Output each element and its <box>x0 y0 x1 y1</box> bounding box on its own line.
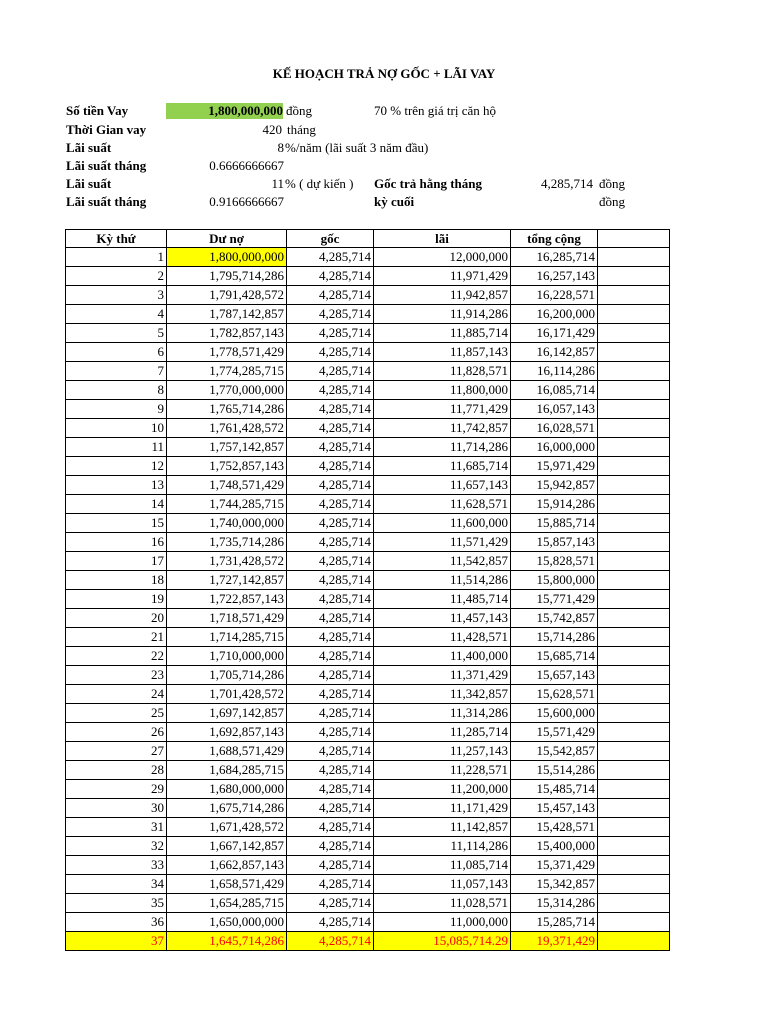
empty-cell[interactable] <box>598 913 670 932</box>
empty-cell[interactable] <box>598 685 670 704</box>
total-cell[interactable]: 15,800,000 <box>511 571 598 590</box>
table-row <box>66 856 670 875</box>
empty-cell[interactable] <box>598 590 670 609</box>
balance-cell[interactable]: 1,697,142,857 <box>167 704 287 723</box>
total-cell[interactable]: 15,457,143 <box>511 799 598 818</box>
period-cell[interactable]: 11 <box>66 438 167 457</box>
principal-cell[interactable]: 4,285,714 <box>287 324 374 343</box>
principal-cell[interactable]: 4,285,714 <box>287 913 374 932</box>
principal-cell[interactable]: 4,285,714 <box>287 818 374 837</box>
empty-cell[interactable] <box>598 457 670 476</box>
principal-cell[interactable]: 4,285,714 <box>287 799 374 818</box>
period-cell[interactable]: 6 <box>66 343 167 362</box>
total-cell[interactable]: 15,428,571 <box>511 818 598 837</box>
empty-cell[interactable] <box>598 818 670 837</box>
table-row <box>66 799 670 818</box>
total-cell[interactable]: 16,028,571 <box>511 419 598 438</box>
principal-cell[interactable]: 4,285,714 <box>287 647 374 666</box>
balance-cell[interactable]: 1,692,857,143 <box>167 723 287 742</box>
period-cell[interactable]: 23 <box>66 666 167 685</box>
total-cell[interactable]: 15,942,857 <box>511 476 598 495</box>
balance-cell[interactable]: 1,645,714,286 <box>167 932 287 951</box>
rate-month2-value[interactable]: 0.9166666667 <box>209 194 284 209</box>
period-cell[interactable]: 17 <box>66 552 167 571</box>
period-cell[interactable]: 30 <box>66 799 167 818</box>
period-cell[interactable]: 24 <box>66 685 167 704</box>
period-cell[interactable]: 33 <box>66 856 167 875</box>
balance-cell[interactable]: 1,791,428,572 <box>167 286 287 305</box>
total-cell[interactable]: 15,342,857 <box>511 875 598 894</box>
principal-cell[interactable]: 4,285,714 <box>287 248 374 267</box>
duration-value[interactable]: 420 <box>262 122 282 137</box>
empty-cell[interactable] <box>598 723 670 742</box>
total-cell[interactable]: 15,685,714 <box>511 647 598 666</box>
period-cell[interactable]: 28 <box>66 761 167 780</box>
period-cell[interactable]: 22 <box>66 647 167 666</box>
principal-cell[interactable]: 4,285,714 <box>287 533 374 552</box>
table-row <box>66 267 670 286</box>
interest-cell[interactable]: 15,085,714.29 <box>374 932 511 951</box>
table-row <box>66 742 670 761</box>
total-cell[interactable]: 15,857,143 <box>511 533 598 552</box>
interest-cell[interactable]: 11,085,714 <box>374 856 511 875</box>
table-row <box>66 552 670 571</box>
interest-cell[interactable]: 11,057,143 <box>374 875 511 894</box>
empty-cell[interactable] <box>598 438 670 457</box>
balance-cell[interactable]: 1,795,714,286 <box>167 267 287 286</box>
balance-cell[interactable]: 1,744,285,715 <box>167 495 287 514</box>
table-row <box>66 286 670 305</box>
period-cell[interactable]: 27 <box>66 742 167 761</box>
principal-cell[interactable]: 4,285,714 <box>287 305 374 324</box>
principal-monthly-label: Gốc trả hằng tháng <box>374 176 482 191</box>
empty-cell[interactable] <box>598 894 670 913</box>
total-cell[interactable]: 15,628,571 <box>511 685 598 704</box>
balance-cell[interactable]: 1,688,571,429 <box>167 742 287 761</box>
interest-cell[interactable]: 11,514,286 <box>374 571 511 590</box>
period-cell[interactable]: 12 <box>66 457 167 476</box>
header-balance: Dư nợ <box>167 230 287 248</box>
balance-cell[interactable]: 1,718,571,429 <box>167 609 287 628</box>
period-cell[interactable]: 19 <box>66 590 167 609</box>
header-principal: gốc <box>287 230 374 248</box>
interest-cell[interactable]: 11,600,000 <box>374 514 511 533</box>
principal-cell[interactable]: 4,285,714 <box>287 476 374 495</box>
period-cell[interactable]: 34 <box>66 875 167 894</box>
duration-label: Thời Gian vay <box>66 122 147 137</box>
principal-cell[interactable]: 4,285,714 <box>287 742 374 761</box>
total-cell[interactable]: 15,714,286 <box>511 628 598 647</box>
balance-cell[interactable]: 1,658,571,429 <box>167 875 287 894</box>
period-cell[interactable]: 18 <box>66 571 167 590</box>
total-cell[interactable]: 16,285,714 <box>511 248 598 267</box>
principal-cell[interactable]: 4,285,714 <box>287 495 374 514</box>
balance-cell[interactable]: 1,800,000,000 <box>167 248 287 267</box>
principal-cell[interactable]: 4,285,714 <box>287 761 374 780</box>
empty-cell[interactable] <box>598 704 670 723</box>
empty-cell[interactable] <box>598 837 670 856</box>
interest-cell[interactable]: 11,628,571 <box>374 495 511 514</box>
balance-cell[interactable]: 1,684,285,715 <box>167 761 287 780</box>
page-title: KẾ HOẠCH TRẢ NỢ GỐC + LÃI VAY <box>272 66 496 81</box>
total-cell[interactable]: 16,257,143 <box>511 267 598 286</box>
table-row <box>66 476 670 495</box>
empty-cell[interactable] <box>598 400 670 419</box>
interest-cell[interactable]: 11,800,000 <box>374 381 511 400</box>
balance-cell[interactable]: 1,675,714,286 <box>167 799 287 818</box>
principal-cell[interactable]: 4,285,714 <box>287 685 374 704</box>
principal-cell[interactable]: 4,285,714 <box>287 628 374 647</box>
balance-cell[interactable]: 1,671,428,572 <box>167 818 287 837</box>
table-row <box>66 362 670 381</box>
total-cell[interactable]: 15,885,714 <box>511 514 598 533</box>
table-row <box>66 305 670 324</box>
total-cell[interactable]: 15,400,000 <box>511 837 598 856</box>
principal-cell[interactable]: 4,285,714 <box>287 400 374 419</box>
interest-cell[interactable]: 11,342,857 <box>374 685 511 704</box>
principal-monthly-value[interactable]: 4,285,714 <box>541 176 593 191</box>
table-row <box>66 780 670 799</box>
interest-cell[interactable]: 11,971,429 <box>374 267 511 286</box>
interest-cell[interactable]: 11,171,429 <box>374 799 511 818</box>
rate-month2-label: Lãi suất tháng <box>66 194 147 209</box>
empty-cell[interactable] <box>598 514 670 533</box>
table-row <box>66 590 670 609</box>
total-cell[interactable]: 15,971,429 <box>511 457 598 476</box>
table-row <box>66 932 670 951</box>
balance-cell[interactable]: 1,722,857,143 <box>167 590 287 609</box>
empty-cell[interactable] <box>598 476 670 495</box>
balance-cell[interactable]: 1,757,142,857 <box>167 438 287 457</box>
loan-amount-label: Số tiền Vay <box>66 103 129 118</box>
interest-cell[interactable]: 11,228,571 <box>374 761 511 780</box>
interest-cell[interactable]: 11,400,000 <box>374 647 511 666</box>
rate-year-label: Lãi suất <box>66 140 112 155</box>
total-cell[interactable]: 15,542,857 <box>511 742 598 761</box>
loan-amount-value[interactable]: 1,800,000,000 <box>166 103 283 119</box>
duration-unit: tháng <box>287 122 316 137</box>
principal-cell[interactable]: 4,285,714 <box>287 571 374 590</box>
table-row <box>66 666 670 685</box>
rate-month-value[interactable]: 0.6666666667 <box>209 158 284 173</box>
empty-cell[interactable] <box>598 381 670 400</box>
total-cell[interactable]: 16,171,429 <box>511 324 598 343</box>
period-cell[interactable]: 8 <box>66 381 167 400</box>
rate-year2-unit: % ( dự kiến ) <box>285 176 354 191</box>
principal-cell[interactable]: 4,285,714 <box>287 837 374 856</box>
table-row <box>66 248 670 267</box>
principal-cell[interactable]: 4,285,714 <box>287 894 374 913</box>
balance-cell[interactable]: 1,714,285,715 <box>167 628 287 647</box>
empty-cell[interactable] <box>598 343 670 362</box>
interest-cell[interactable]: 11,428,571 <box>374 628 511 647</box>
balance-cell[interactable]: 1,770,000,000 <box>167 381 287 400</box>
table-row <box>66 324 670 343</box>
interest-cell[interactable]: 11,657,143 <box>374 476 511 495</box>
interest-cell[interactable]: 11,114,286 <box>374 837 511 856</box>
total-cell[interactable]: 15,914,286 <box>511 495 598 514</box>
header-interest: lãi <box>374 230 511 248</box>
table-row <box>66 894 670 913</box>
interest-cell[interactable]: 11,457,143 <box>374 609 511 628</box>
balance-cell[interactable]: 1,735,714,286 <box>167 533 287 552</box>
table-row <box>66 761 670 780</box>
table-row <box>66 343 670 362</box>
period-cell[interactable]: 37 <box>66 932 167 951</box>
table-row <box>66 514 670 533</box>
empty-cell[interactable] <box>598 628 670 647</box>
table-row <box>66 685 670 704</box>
table-row <box>66 495 670 514</box>
principal-cell[interactable]: 4,285,714 <box>287 723 374 742</box>
interest-cell[interactable]: 11,314,286 <box>374 704 511 723</box>
period-cell[interactable]: 16 <box>66 533 167 552</box>
interest-cell[interactable]: 11,771,429 <box>374 400 511 419</box>
principal-cell[interactable]: 4,285,714 <box>287 381 374 400</box>
period-cell[interactable]: 35 <box>66 894 167 913</box>
period-cell[interactable]: 10 <box>66 419 167 438</box>
total-cell[interactable]: 15,742,857 <box>511 609 598 628</box>
balance-cell[interactable]: 1,705,714,286 <box>167 666 287 685</box>
rate-month-label: Lãi suất tháng <box>66 158 147 173</box>
empty-cell[interactable] <box>598 856 670 875</box>
interest-cell[interactable]: 11,485,714 <box>374 590 511 609</box>
total-cell[interactable]: 19,371,429 <box>511 932 598 951</box>
table-row <box>66 438 670 457</box>
header-period: Kỳ thứ <box>66 230 167 248</box>
principal-cell[interactable]: 4,285,714 <box>287 609 374 628</box>
principal-cell[interactable]: 4,285,714 <box>287 514 374 533</box>
header-total: tổng cộng <box>511 230 598 248</box>
period-cell[interactable]: 2 <box>66 267 167 286</box>
interest-cell[interactable]: 11,571,429 <box>374 533 511 552</box>
total-cell[interactable]: 16,142,857 <box>511 343 598 362</box>
rate-year-unit: %/năm (lãi suất 3 năm đầu) <box>285 140 429 155</box>
repayment-table <box>65 229 670 951</box>
balance-cell[interactable]: 1,782,857,143 <box>167 324 287 343</box>
principal-cell[interactable]: 4,285,714 <box>287 666 374 685</box>
interest-cell[interactable]: 11,285,714 <box>374 723 511 742</box>
interest-cell[interactable]: 11,942,857 <box>374 286 511 305</box>
balance-cell[interactable]: 1,752,857,143 <box>167 457 287 476</box>
total-cell[interactable]: 15,314,286 <box>511 894 598 913</box>
principal-cell[interactable]: 4,285,714 <box>287 932 374 951</box>
balance-cell[interactable]: 1,667,142,857 <box>167 837 287 856</box>
period-cell[interactable]: 26 <box>66 723 167 742</box>
table-row <box>66 400 670 419</box>
total-cell[interactable]: 16,228,571 <box>511 286 598 305</box>
total-cell[interactable]: 16,000,000 <box>511 438 598 457</box>
principal-cell[interactable]: 4,285,714 <box>287 419 374 438</box>
empty-cell[interactable] <box>598 647 670 666</box>
empty-cell[interactable] <box>598 286 670 305</box>
interest-cell[interactable]: 11,685,714 <box>374 457 511 476</box>
interest-cell[interactable]: 11,857,143 <box>374 343 511 362</box>
total-cell[interactable]: 15,828,571 <box>511 552 598 571</box>
table-row <box>66 875 670 894</box>
interest-cell[interactable]: 11,885,714 <box>374 324 511 343</box>
empty-cell[interactable] <box>598 780 670 799</box>
period-cell[interactable]: 21 <box>66 628 167 647</box>
balance-cell[interactable]: 1,748,571,429 <box>167 476 287 495</box>
total-cell[interactable]: 15,285,714 <box>511 913 598 932</box>
table-row <box>66 913 670 932</box>
balance-cell[interactable]: 1,778,571,429 <box>167 343 287 362</box>
empty-cell[interactable] <box>598 875 670 894</box>
period-cell[interactable]: 20 <box>66 609 167 628</box>
total-cell[interactable]: 15,514,286 <box>511 761 598 780</box>
table-row <box>66 419 670 438</box>
empty-cell[interactable] <box>598 362 670 381</box>
total-cell[interactable]: 15,657,143 <box>511 666 598 685</box>
principal-cell[interactable]: 4,285,714 <box>287 552 374 571</box>
principal-cell[interactable]: 4,285,714 <box>287 704 374 723</box>
rate-year-value[interactable]: 8 <box>277 140 284 155</box>
principal-cell[interactable]: 4,285,714 <box>287 856 374 875</box>
balance-cell[interactable]: 1,761,428,572 <box>167 419 287 438</box>
loan-amount-note: 70 % trên giá trị căn hộ <box>374 103 497 118</box>
interest-cell[interactable]: 11,028,571 <box>374 894 511 913</box>
last-period-label: kỳ cuối <box>374 194 415 209</box>
principal-cell[interactable]: 4,285,714 <box>287 438 374 457</box>
interest-cell[interactable]: 11,914,286 <box>374 305 511 324</box>
period-cell[interactable]: 14 <box>66 495 167 514</box>
period-cell[interactable]: 13 <box>66 476 167 495</box>
total-cell[interactable]: 15,600,000 <box>511 704 598 723</box>
balance-cell[interactable]: 1,740,000,000 <box>167 514 287 533</box>
table-row <box>66 381 670 400</box>
table-header-row <box>66 230 670 248</box>
empty-cell[interactable] <box>598 761 670 780</box>
empty-cell[interactable] <box>598 571 670 590</box>
loan-amount-unit: đồng <box>286 103 312 118</box>
interest-cell[interactable]: 11,542,857 <box>374 552 511 571</box>
principal-cell[interactable]: 4,285,714 <box>287 590 374 609</box>
balance-cell[interactable]: 1,680,000,000 <box>167 780 287 799</box>
interest-cell[interactable]: 11,257,143 <box>374 742 511 761</box>
interest-cell[interactable]: 12,000,000 <box>374 248 511 267</box>
period-cell[interactable]: 36 <box>66 913 167 932</box>
balance-cell[interactable]: 1,727,142,857 <box>167 571 287 590</box>
interest-cell[interactable]: 11,000,000 <box>374 913 511 932</box>
interest-cell[interactable]: 11,142,857 <box>374 818 511 837</box>
empty-cell[interactable] <box>598 666 670 685</box>
period-cell[interactable]: 3 <box>66 286 167 305</box>
principal-cell[interactable]: 4,285,714 <box>287 780 374 799</box>
empty-cell[interactable] <box>598 305 670 324</box>
period-cell[interactable]: 32 <box>66 837 167 856</box>
period-cell[interactable]: 25 <box>66 704 167 723</box>
table-row <box>66 533 670 552</box>
total-cell[interactable]: 16,085,714 <box>511 381 598 400</box>
principal-cell[interactable]: 4,285,714 <box>287 457 374 476</box>
interest-cell[interactable]: 11,742,857 <box>374 419 511 438</box>
rate-year2-value[interactable]: 11 <box>271 176 284 191</box>
period-cell[interactable]: 31 <box>66 818 167 837</box>
empty-cell[interactable] <box>598 419 670 438</box>
empty-cell[interactable] <box>598 609 670 628</box>
empty-cell[interactable] <box>598 248 670 267</box>
total-cell[interactable]: 15,771,429 <box>511 590 598 609</box>
table-row <box>66 647 670 666</box>
total-cell[interactable]: 15,371,429 <box>511 856 598 875</box>
balance-cell[interactable]: 1,650,000,000 <box>167 913 287 932</box>
total-cell[interactable]: 16,057,143 <box>511 400 598 419</box>
empty-cell[interactable] <box>598 799 670 818</box>
balance-cell[interactable]: 1,731,428,572 <box>167 552 287 571</box>
table-row <box>66 837 670 856</box>
balance-cell[interactable]: 1,774,285,715 <box>167 362 287 381</box>
principal-monthly-unit: đồng <box>599 176 625 191</box>
empty-cell[interactable] <box>598 533 670 552</box>
table-row <box>66 723 670 742</box>
table-row <box>66 704 670 723</box>
table-row <box>66 609 670 628</box>
table-row <box>66 628 670 647</box>
empty-cell[interactable] <box>598 495 670 514</box>
balance-cell[interactable]: 1,662,857,143 <box>167 856 287 875</box>
principal-cell[interactable]: 4,285,714 <box>287 343 374 362</box>
balance-cell[interactable]: 1,654,285,715 <box>167 894 287 913</box>
principal-cell[interactable]: 4,285,714 <box>287 286 374 305</box>
total-cell[interactable]: 16,114,286 <box>511 362 598 381</box>
balance-cell[interactable]: 1,765,714,286 <box>167 400 287 419</box>
last-period-unit: đồng <box>599 194 625 209</box>
interest-cell[interactable]: 11,371,429 <box>374 666 511 685</box>
total-cell[interactable]: 16,200,000 <box>511 305 598 324</box>
table-row <box>66 571 670 590</box>
interest-cell[interactable]: 11,828,571 <box>374 362 511 381</box>
balance-cell[interactable]: 1,701,428,572 <box>167 685 287 704</box>
empty-cell[interactable] <box>598 552 670 571</box>
period-cell[interactable]: 7 <box>66 362 167 381</box>
empty-cell[interactable] <box>598 742 670 761</box>
period-cell[interactable]: 29 <box>66 780 167 799</box>
period-cell[interactable]: 9 <box>66 400 167 419</box>
interest-cell[interactable]: 11,200,000 <box>374 780 511 799</box>
balance-cell[interactable]: 1,787,142,857 <box>167 305 287 324</box>
interest-cell[interactable]: 11,714,286 <box>374 438 511 457</box>
table-row <box>66 818 670 837</box>
total-cell[interactable]: 15,485,714 <box>511 780 598 799</box>
total-cell[interactable]: 15,571,429 <box>511 723 598 742</box>
empty-cell[interactable] <box>598 267 670 286</box>
principal-cell[interactable]: 4,285,714 <box>287 267 374 286</box>
empty-cell[interactable] <box>598 932 670 951</box>
empty-cell[interactable] <box>598 324 670 343</box>
principal-cell[interactable]: 4,285,714 <box>287 362 374 381</box>
balance-cell[interactable]: 1,710,000,000 <box>167 647 287 666</box>
period-cell[interactable]: 5 <box>66 324 167 343</box>
period-cell[interactable]: 15 <box>66 514 167 533</box>
period-cell[interactable]: 4 <box>66 305 167 324</box>
period-cell[interactable]: 1 <box>66 248 167 267</box>
header-extra <box>598 230 670 248</box>
table-row <box>66 457 670 476</box>
principal-cell[interactable]: 4,285,714 <box>287 875 374 894</box>
rate-year2-label: Lãi suất <box>66 176 112 191</box>
